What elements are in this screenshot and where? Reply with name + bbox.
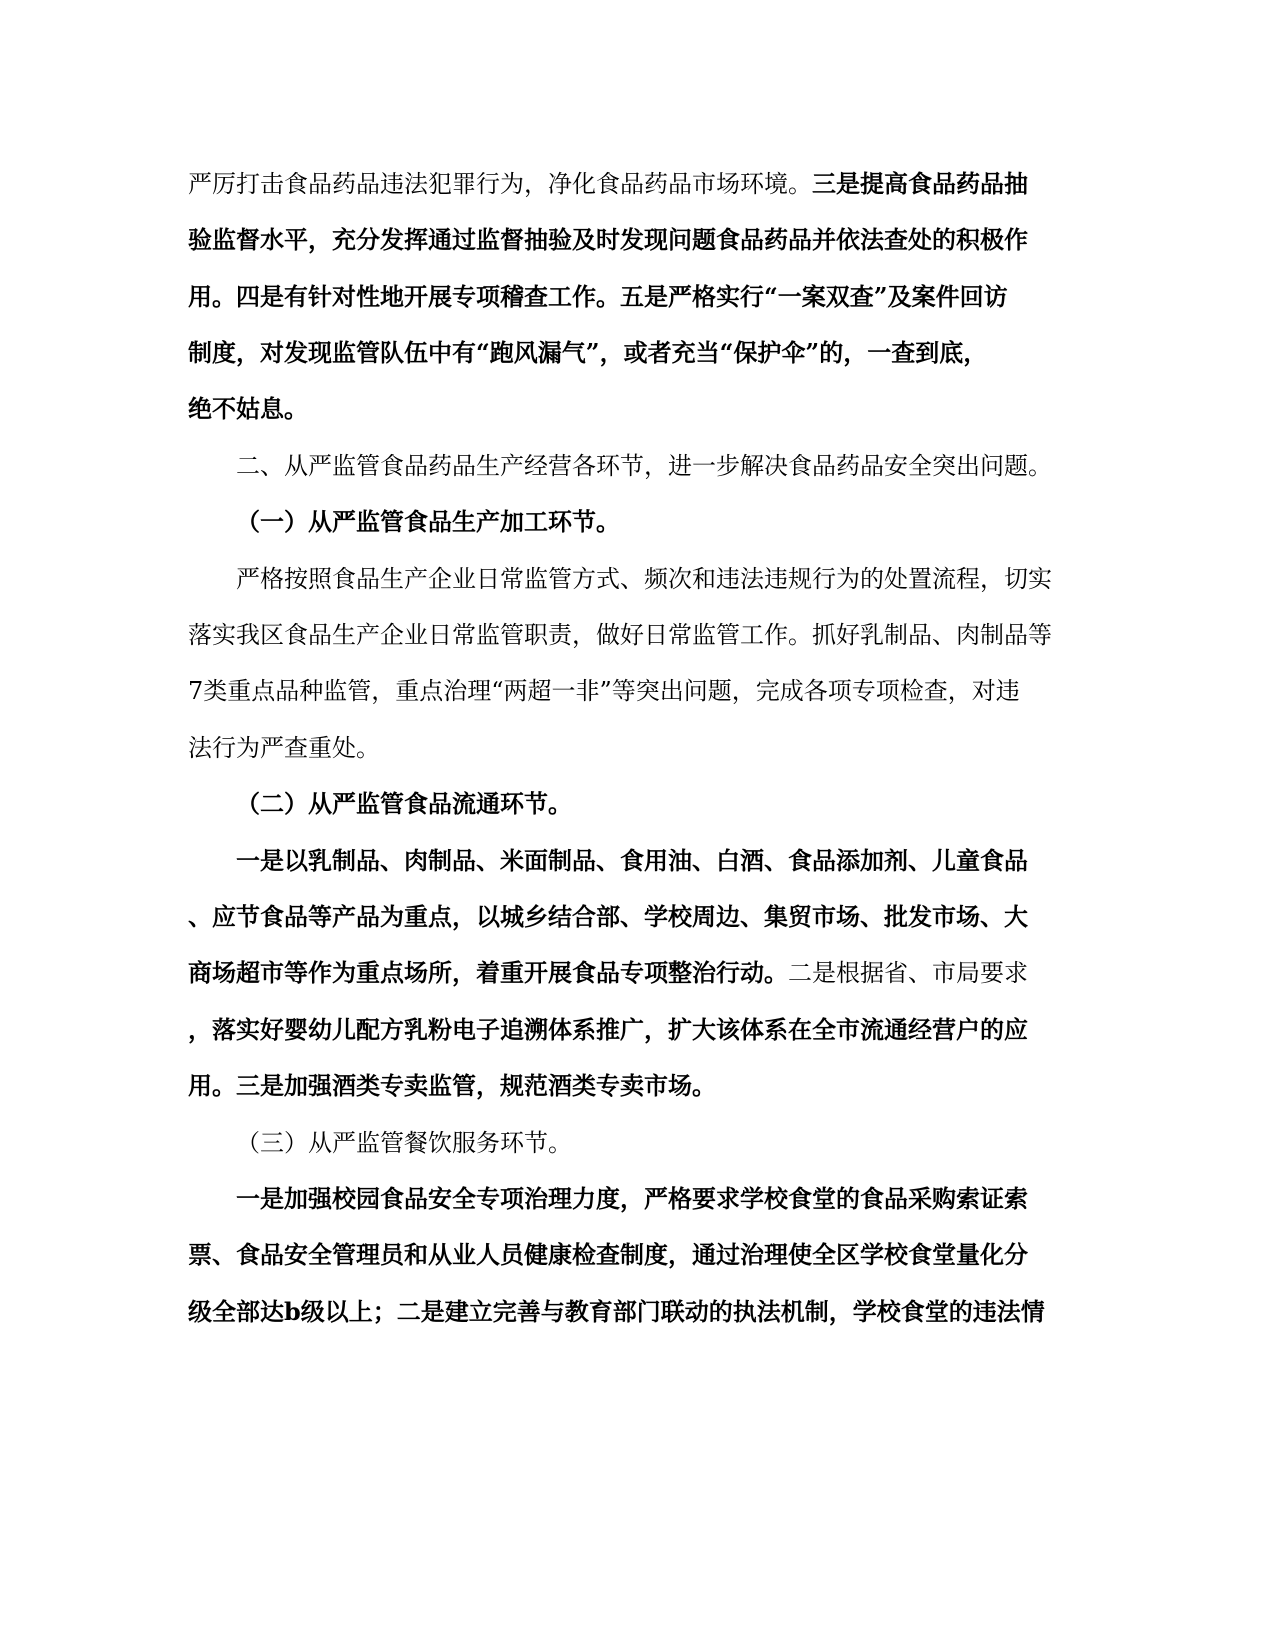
text-segment: 落实我区食品生产企业日常监管职责，做好日常监管工作。抓好乳制品、肉制品等 xyxy=(188,621,1052,649)
text-segment: 二、从严监管食品药品生产经营各环节，进一步解决食品药品安全突出问题。 xyxy=(236,452,1052,480)
text-segment-bold: 一是加强校园食品安全专项治理力度，严格要求学校食堂的食品采购索证索 xyxy=(236,1184,1028,1213)
text-line-14 xyxy=(188,902,1028,932)
text-line-10 xyxy=(188,676,1020,706)
text-line-17 xyxy=(188,1071,716,1101)
text-segment: 严厉打击食品药品违法犯罪行为，净化食品药品市场环境。 xyxy=(188,170,812,198)
text-segment-bold: （二）从严监管食品流通环节。 xyxy=(236,789,572,818)
text-segment-bold: 商场超市等作为重点场所，着重开展食品专项整治行动。 xyxy=(188,958,788,987)
text-segment-bold: 绝不姑息。 xyxy=(188,394,308,423)
text-segment: （三）从严监管餐饮服务环节。 xyxy=(236,1129,572,1157)
text-segment-bold: 一是以乳制品、肉制品、米面制品、食用油、白酒、食品添加剂、儿童食品 xyxy=(236,846,1028,875)
text-segment-bold: 票、食品安全管理员和从业人员健康检查制度，通过治理使全区学校食堂量化分 xyxy=(188,1240,1028,1269)
text-line-13 xyxy=(236,846,1028,876)
text-line-20 xyxy=(188,1240,1028,1270)
text-line-16 xyxy=(188,1015,1028,1045)
text-line-5 xyxy=(188,394,308,424)
text-segment-bold: 、应节食品等产品为重点，以城乡结合部、学校周边、集贸市场、批发市场、大 xyxy=(188,902,1028,931)
text-segment-bold: 用。四是有针对性地开展专项稽查工作。五是严格实行“一案双查”及案件回访 xyxy=(188,282,1008,311)
text-segment-bold: 制度，对发现监管队伍中有“跑风漏气”，或者充当“保护伞”的，一查到底， xyxy=(188,338,988,367)
subsection-heading-3 xyxy=(236,1128,572,1158)
text-line-19 xyxy=(236,1184,1028,1214)
text-line-4 xyxy=(188,338,987,368)
text-segment-bold: 验监督水平，充分发挥通过监督抽验及时发现问题食品药品并依法查处的积极作 xyxy=(188,225,1028,254)
subsection-heading-1 xyxy=(236,507,620,537)
text-line-8 xyxy=(236,564,1052,594)
text-line-2 xyxy=(188,225,1028,255)
text-segment: 7类重点品种监管，重点治理“两超一非”等突出问题，完成各项专项检查，对违 xyxy=(188,677,1020,705)
text-segment-bold: 三是提高食品药品抽 xyxy=(812,169,1028,198)
text-line-3 xyxy=(188,282,1008,312)
text-line-1 xyxy=(188,169,1028,199)
text-line-21 xyxy=(188,1297,1045,1327)
text-line-11 xyxy=(188,733,380,763)
text-segment-bold: 级全部达b级以上；二是建立完善与教育部门联动的执法机制，学校食堂的违法情 xyxy=(188,1297,1045,1326)
text-segment: 二是根据省、市局要求 xyxy=(788,959,1028,987)
text-segment-bold: （一）从严监管食品生产加工环节。 xyxy=(236,507,620,536)
text-segment-bold: 用。三是加强酒类专卖监管，规范酒类专卖市场。 xyxy=(188,1071,716,1100)
subsection-heading-2 xyxy=(236,789,572,819)
text-line-9 xyxy=(188,620,1052,650)
text-line-15 xyxy=(188,958,1028,988)
text-segment: 严格按照食品生产企业日常监管方式、频次和违法违规行为的处置流程，切实 xyxy=(236,565,1052,593)
section-heading-2 xyxy=(236,451,1052,481)
text-segment: 法行为严查重处。 xyxy=(188,734,380,762)
text-segment-bold: ，落实好婴幼儿配方乳粉电子追溯体系推广，扩大该体系在全市流通经营户的应 xyxy=(188,1015,1028,1044)
